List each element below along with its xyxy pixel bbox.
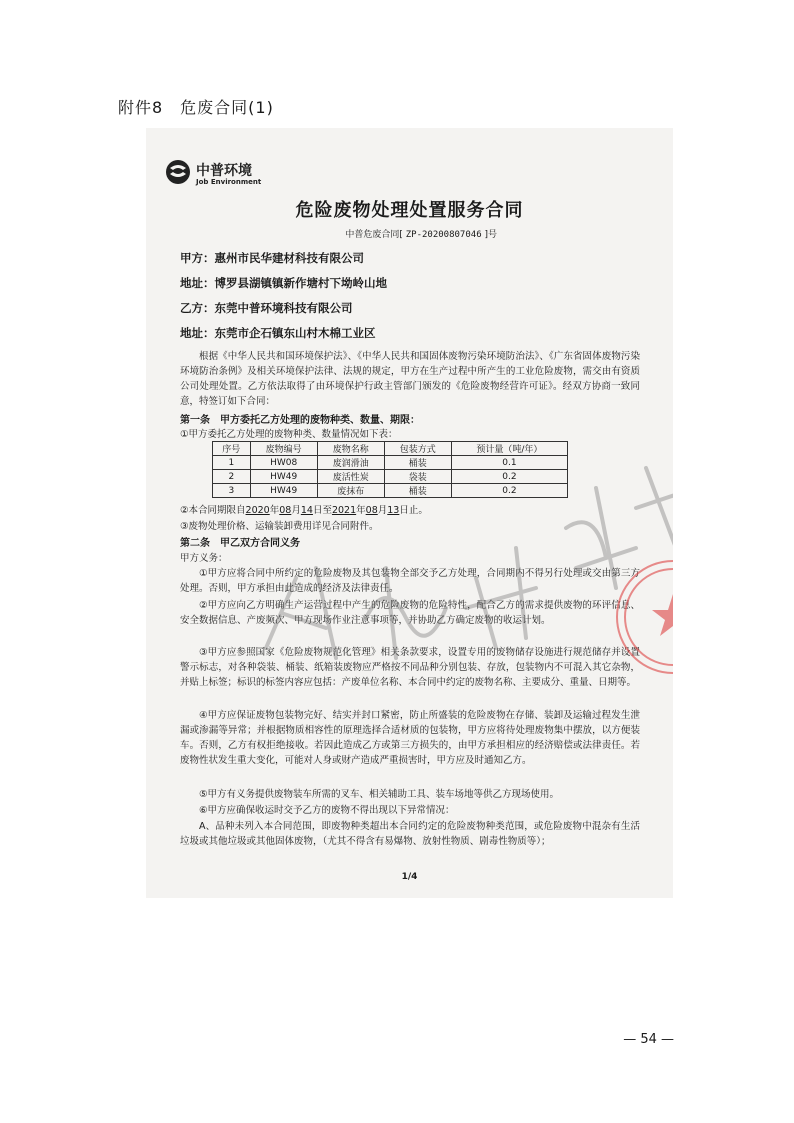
table-cell: 2 (213, 470, 251, 484)
article-1-item-3: ③废物处理价格、运输装卸费用详见合同附件。 (180, 521, 379, 532)
period-end-day: 13 (387, 505, 400, 516)
contract-number (345, 227, 497, 240)
obligation-paragraph-3: ③甲方应参照国家《危险废物规范化管理》相关条款要求，设置专用的废物储存设施进行规范储存并设置警示标志，对各种袋装、桶装、纸箱装废物应严格按不同品种分别包装、存放，包装物内不可混入其它杂物，并贴上标签；标识的标签内容应包括：产废单位名称、本合同中约定的废物名称、主要成分、重量、日期等。 (180, 647, 640, 688)
table-header-cell: 序号 (213, 442, 251, 456)
contract-number-suffix: ]号 (484, 230, 497, 240)
article-2-heading: 第二条 甲乙双方合同义务 (180, 538, 300, 549)
period-start-month: 08 (279, 505, 292, 516)
contract-number-prefix: 中普危废合同[ (345, 230, 403, 240)
period-end-month: 08 (365, 505, 378, 516)
party-a-obligations-label: 甲方义务： (180, 553, 228, 564)
obligation-paragraph-2: ②甲方应向乙方明确生产运营过程中产生的危险废物的危险特性，配合乙方的需求提供废物的环评信息、安全数据信息、产废频次、甲方现场作业注意事项等，并协助乙方确定废物的收运计划。 (180, 600, 640, 626)
obligation-paragraph-4: ④甲方应保证废物包装物完好、结实并封口紧密，防止所盛装的危险废物在存储、装卸及运输过程发生泄漏或渗漏等异常；并根据物质相容性的原理选择合适材质的包装物，甲方应将待处理废物集中摆放，以方便装车。否则，乙方有权拒绝接收。若因此造成乙方或第三方损失的，由甲方承担相应的经济赔偿或法律责任。若废物性状发生重大变化，可能对人身或财产造成严重损害时，甲方应及时通知乙方。 (180, 710, 640, 766)
table-cell: 废抹布 (317, 484, 384, 498)
party-b-address: 地址：东莞市企石镇东山村木棉工业区 (180, 326, 376, 340)
table-cell: 袋装 (384, 470, 451, 484)
period-month-label-2: 月 (377, 505, 388, 516)
obligation-paragraph-5: ⑤甲方有义务提供废物装车所需的叉车、相关辅助工具、装车场地等供乙方现场使用。 (199, 789, 560, 800)
table-header-cell: 预计量（吨/年） (451, 442, 567, 456)
scan-page-indicator: 1/4 (401, 872, 418, 882)
party-a-address: 地址：博罗县湖镇镇新作塘村下坳岭山地 (180, 276, 387, 290)
table-cell: HW08 (250, 456, 317, 470)
table-header-cell: 废物名称 (317, 442, 384, 456)
period-start-day: 14 (300, 505, 313, 516)
period-year-label: 年 (269, 505, 280, 516)
table-header-cell: 包装方式 (384, 442, 451, 456)
table-header-cell: 废物编号 (250, 442, 317, 456)
attachment-title: 附件8 危废合同(1) (118, 98, 274, 117)
intro-paragraph: 根据《中华人民共和国环境保护法》、《中华人民共和国固体废物污染环境防治法》、《广东省固体废物污染环境防治条例》及相关环境保护法律、法规的规定，甲方在生产过程中所产生的工业危险废物，需交由有资质公司处理处置。乙方依法取得了由环境保护行政主管部门颁发的《危险废物经营许可证》。经双方协商一致同意，特签订如下合同： (180, 351, 640, 407)
period-year-label-2: 年 (356, 505, 366, 516)
party-a-name: 甲方：惠州市民华建材科技有限公司 (180, 251, 364, 265)
party-b-name: 乙方：东莞中普环境科技有限公司 (180, 301, 353, 315)
table-cell: 桶装 (384, 456, 451, 470)
period-to-label: 日至 (312, 505, 332, 516)
scanned-contract-page (146, 128, 673, 898)
table-cell: 废活性炭 (317, 470, 384, 484)
table-cell: 废润滑油 (317, 456, 384, 470)
table-cell: 0.2 (451, 484, 567, 498)
logo-english-name: Job Environment (196, 178, 262, 186)
obligation-paragraph-7: A、品种未列入本合同范围，即废物种类超出本合同约定的危险废物种类范围，或危险废物中混杂有生活垃圾或其他垃圾或其他固体废物，（尤其不得含有易爆物、放射性物质、剧毒性物质等）； (180, 821, 640, 847)
table-cell: HW49 (250, 484, 317, 498)
contract-title: 危险废物处理处置服务合同 (295, 200, 524, 221)
company-logo (164, 158, 274, 194)
table-cell: 3 (213, 484, 251, 498)
logo-chinese-name: 中普环境 (196, 163, 252, 179)
table-cell: 1 (213, 456, 251, 470)
table-cell: 0.1 (451, 456, 567, 470)
period-prefix: ②本合同期限自 (180, 505, 246, 516)
table-cell: HW49 (250, 470, 317, 484)
table-cell: 桶装 (384, 484, 451, 498)
logo-mark-icon (164, 158, 192, 186)
period-end-year: 2021 (331, 505, 357, 516)
period-start-year: 2020 (245, 505, 270, 516)
handwritten-watermark-icon (236, 428, 673, 668)
article-1-heading: 第一条 甲方委托乙方处理的废物种类、数量、期限： (180, 415, 420, 426)
obligation-paragraph-1: ①甲方应将合同中所约定的危险废物及其包装物全部交予乙方处理，合同期内不得另行处理或交由第三方处理。否则，甲方承担由此造成的经济及法律责任。 (180, 568, 640, 594)
table-cell: 0.2 (451, 470, 567, 484)
page-number: — 54 — (623, 1032, 674, 1047)
period-month-label: 月 (291, 505, 301, 516)
period-end-label: 日止。 (399, 505, 428, 516)
contract-number-value: ZP-20200807046 (405, 230, 482, 240)
article-1-item-1: ①甲方委托乙方处理的废物种类、数量情况如下表： (180, 429, 398, 440)
obligation-paragraph-6: ⑥甲方应确保收运时交予乙方的废物不得出现以下异常情况： (199, 805, 455, 816)
